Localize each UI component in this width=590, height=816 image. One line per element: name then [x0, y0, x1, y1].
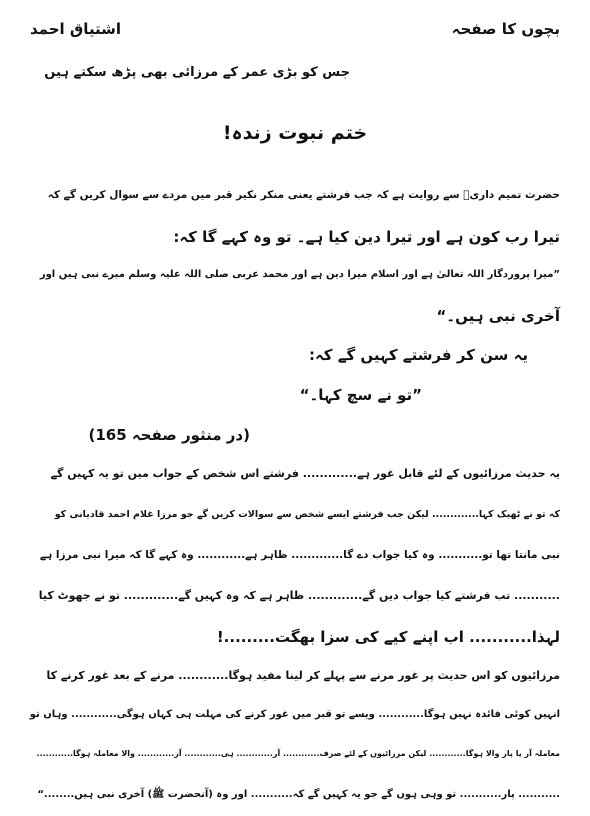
article-title: ختم نبوت زندہ! [222, 122, 368, 144]
body-line: حضرت تمیم داریؓ سے روایت ہے کہ جب فرشتے یعنی منکر نکیر قبر میں مردے سے سوال کریں گے کہ [47, 189, 560, 201]
body-line: کہ تو نے ٹھیک کہا............. لیکن جب فرشتے ایسے شخص سے سوالات کریں گے جو مرزا غلام احمد قادیانی کو [54, 509, 560, 520]
body-line: معاملہ آر یا پار والا ہوگا............ لیکن مرزائیوں کے لئے صرف............ آر............ ہی............ آر............ والا معاملہ ہوگا............ [36, 749, 560, 758]
body-line: ........... پار........... تو وہی ہوں گے جو یہ کہیں گے کہ........... اور وہ (آنحضرت ﷺ) آخری نبی ہیں........“ [37, 789, 560, 800]
section-heading: بچوں کا صفحہ [451, 20, 560, 38]
subtitle: جس کو بڑی عمر کے مرزائی بھی پڑھ سکتے ہیں [44, 65, 350, 80]
body-line: یہ سن کر فرشتے کہیں گے کہ: [308, 346, 528, 364]
body-line: نبی مانتا تھا تو........... وہ کیا جواب دے گا............. ظاہر ہے............ وہ کہے گا کہ میرا نبی مرزا ہے [39, 549, 560, 561]
citation: (در منثور صفحہ 165) [88, 426, 250, 444]
body-line: ”میرا پروردگار اللہ تعالیٰ ہے اور اسلام میرا دین ہے اور محمد عربی صلی اللہ علیہ وسلم میرے نبی ہیں اور [39, 269, 560, 280]
body-line: ”تو نے سچ کہا۔“ [299, 386, 422, 404]
body-line: ........... تب فرشتے کیا جواب دیں گے............. ظاہر ہے کہ وہ کہیں گے............. تو نے جھوٹ کیا [38, 589, 560, 602]
body-line: آخری نبی ہیں۔“ [436, 307, 560, 325]
body-line: لہذا........... اب اپنے کیے کی سزا بھگت.........! [216, 628, 560, 646]
body-line: مرزائیوں کو اس حدیث پر غور مرنے سے پہلے کر لینا مفید ہوگا............ مرنے کے بعد غور کرنے کا [46, 669, 560, 682]
body-line: انہیں کوئی فائدہ نہیں ہوگا............ ویسے تو قبر میں غور کرنے کی مہلت ہی کہاں ہوگی............ وہاں تو [29, 709, 560, 720]
body-line: تیرا رب کون ہے اور تیرا دین کیا ہے۔ تو وہ کہے گا کہ: [173, 228, 560, 246]
body-line: یہ حدیث مرزائیوں کے لئے قابل غور ہے............. فرشتے اس شخص کے جواب میں تو یہ کہیں گے [50, 467, 560, 480]
author-name: اشتیاق احمد [30, 20, 122, 38]
